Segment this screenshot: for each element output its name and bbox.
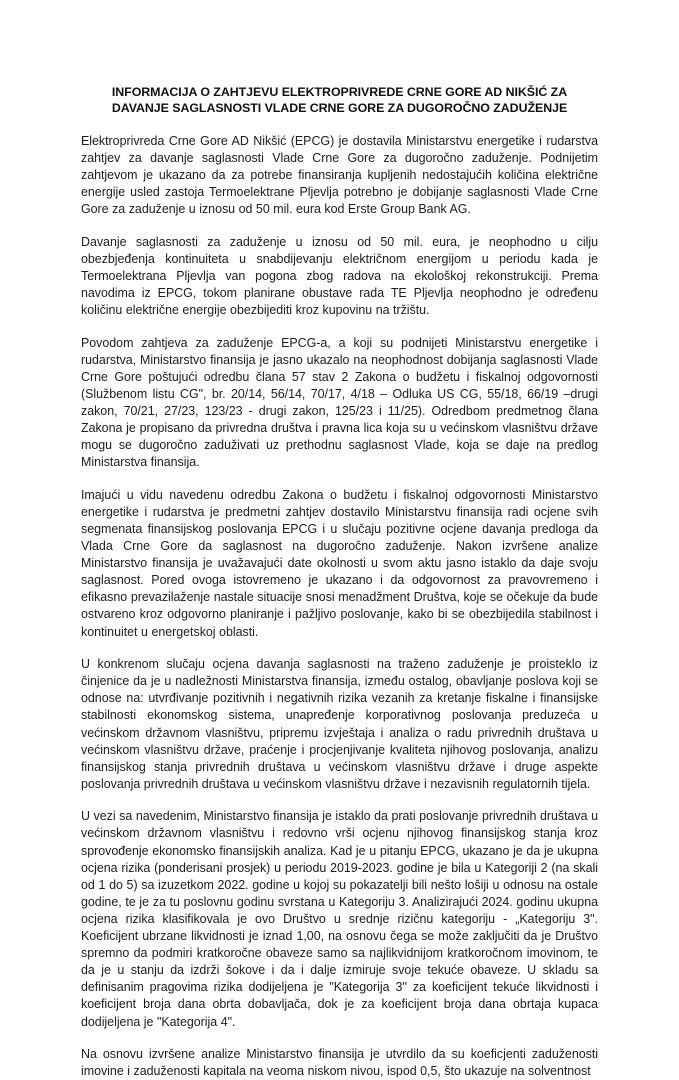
page-title-line-2: DAVANJE SAGLASNOSTI VLADE CRNE GORE ZA DUGOROČNO ZADUŽENJE (111, 101, 568, 116)
paragraph-1: Elektroprivreda Crne Gore AD Nikšić (EPCG) je dostavila Ministarstvu energetike i rudarstva zahtjev za davanje saglasnosti Vlade Crne Gore za dugoročno zaduženje. Podnijetim zahtjevom je ukazano da za potrebe finansiranja kupljenih nedostajućih količina električne energije usled zastoja Termoelektrane Pljevlja potrebno je dobijanje saglasnosti Vlade Crne Gore za zaduženje u iznosu od 50 mil. eura kod Erste Group Bank AG. (81, 133, 598, 216)
paragraph-7: Na osnovu izvršene analize Ministarstvo finansija je utvrdilo da su koeficjenti zaduženosti imovine i zaduženosti kapitala na veoma niskom nivou, ispod 0,5, što ukazuje na solventnost (81, 1047, 598, 1079)
page-title-line-1: INFORMACIJA O ZAHTJEVU ELEKTROPRIVREDE CRNE GORE AD NIKŠIĆ ZA (111, 85, 568, 99)
paragraph-6: U vezi sa navedenim, Ministarstvo finansija je istaklo da prati poslovanje privrednih društava u većinskom državnom vlasništvu i redovno vrši ocjenu njihovog finansijskog stanja kroz sprovođenje ekonomsko finansijskih analiza. Kad je u pitanju EPCG, ukazano je da je ukupna ocjena rizika (ponderisani prosjek) u periodu 2019-2023. godine je bila u Kategoriji 2 (na skali od 1 do 5) sa izuzetkom 2022. godine u kojoj su pokazatelji bili nešto lošiji u odnosu na ostale godine, te je za tu poslovnu godinu svrstana u Kategoriju 3. Analizirajući 2024. godinu ukupna ocjena rizika klasifikovala je ovo Društvo u srednje rizičnu kategoriju - „Kategoriju 3". Koeficijent ubrzane likvidnosti je iznad 1,00, na osnovu čega se može zaključiti da je Društvo spremno da podmiri kratkoročne obaveze samo sa najlikvidnijom kratkoročnom imovinom, te da je u stanju da izdrži šokove i da i dalje izmiruje svoje tekuće obaveze. U skladu sa definisanim pragovima rizika dodijeljena je "Kategorija 3" za koeficijent tekuće likvidnosti i koeficijent broja dana obrta dobavljača, dok je za koeficijent broja dana obrtaja kupaca dodijeljena je "Kategorija 4". (81, 809, 598, 1029)
paragraph-3: Povodom zahtjeva za zaduženje EPCG-a, a koji su podnijeti Ministarstvu energetike i rudarstva, Ministarstvo finansija je jasno ukazalo na neophodnost dobijanja saglasnosti Vlade Crne Gore poštujući odredbu člana 57 stav 2 Zakona o budžetu i fiskalnoj odgovornosti (Službenom listu CG", br. 20/14, 56/14, 70/17, 4/18 – Odluka US CG, 55/18, 66/19 –drugi zakon, 70/21, 27/23, 123/23 - drugi zakon, 125/23 i 11/25). Odredbom predmetnog člana Zakona je propisano da privredna društva i pravna lica koja su u većinskom vlasništvu države mogu se dugoročno zaduživati uz prethodnu saglasnost Vlade, koja se daje na predlog Ministarstva finansija. (81, 335, 598, 470)
paragraph-5: U konkrenom slučaju ocjena davanja saglasnosti na traženo zaduženje je proisteklo iz činjenice da je u nadležnosti Ministarstva finansija, između ostalog, obavljanje poslova koji se odnose na: utvrđivanje pozitivnih i negativnih rizika vezanih za kretanje fiskalne i finansijske stabilnosti ekonomskog sistema, unapređenje korporativnog poslovanja preduzeća u većinskom državnom vlasništvu, pripremu izvještaja i analiza o radu privrednih društava u većinskom vlasništvu države, praćenje i procjenjivanje kvaliteta njihovog poslovanja, analizu finansijskog stanja privrednih društava u većinskom vlasništvu države i druge aspekte poslovanja privrednih društava u većinskom vlasništvu države i nezavisnih regulatornih tijela. (81, 657, 598, 791)
paragraph-4: Imajući u vidu navedenu odredbu Zakona o budžetu i fiskalnoj odgovornosti Ministarstvo energetike i rudarstva je predmetni zahtjev dostavilo Ministarstvu finansija radi ocjene svih segmenata finansijskog poslovanja EPCG i u slučaju pozitivne ocjene davanja predloga da Vlada Crne Gore da saglasnost na dugoročno zaduženje. Nakon izvršene analize Ministarstvo finansija je uvažavajući date okolnosti u svom aktu jasno istaklo da daje svoju saglasnost. Pored ovoga istovremeno je ukazano i da odgovornost za pravovremeno i efikasno prevazilaženje nastale situacije snosi menadžment Društva, koje se očekuje da bude ostvareno kroz odgovorno planiranje i pažljivo poslovanje, kako bi se obezbijedila stabilnost i kontinuitet u energetskoj oblasti. (81, 487, 598, 639)
document-content-column (81, 0, 598, 1080)
page-title (81, 0, 598, 117)
document-body (81, 133, 598, 1080)
paragraph-2: Davanje saglasnosti za zaduženje u iznosu od 50 mil. eura, je neophodno u cilju obezbjeđenja kontinuiteta u snabdijevanju električnom energijom u periodu kada je Termoelektrana Pljevlja van pogona zbog radova na ekološkoj rekonstrukciji. Prema navodima iz EPCG, tokom planirane obustave rada TE Pljevlja neophodno je određenu količinu električne energije obezbijediti kroz kupovinu na tržištu. (81, 234, 598, 317)
